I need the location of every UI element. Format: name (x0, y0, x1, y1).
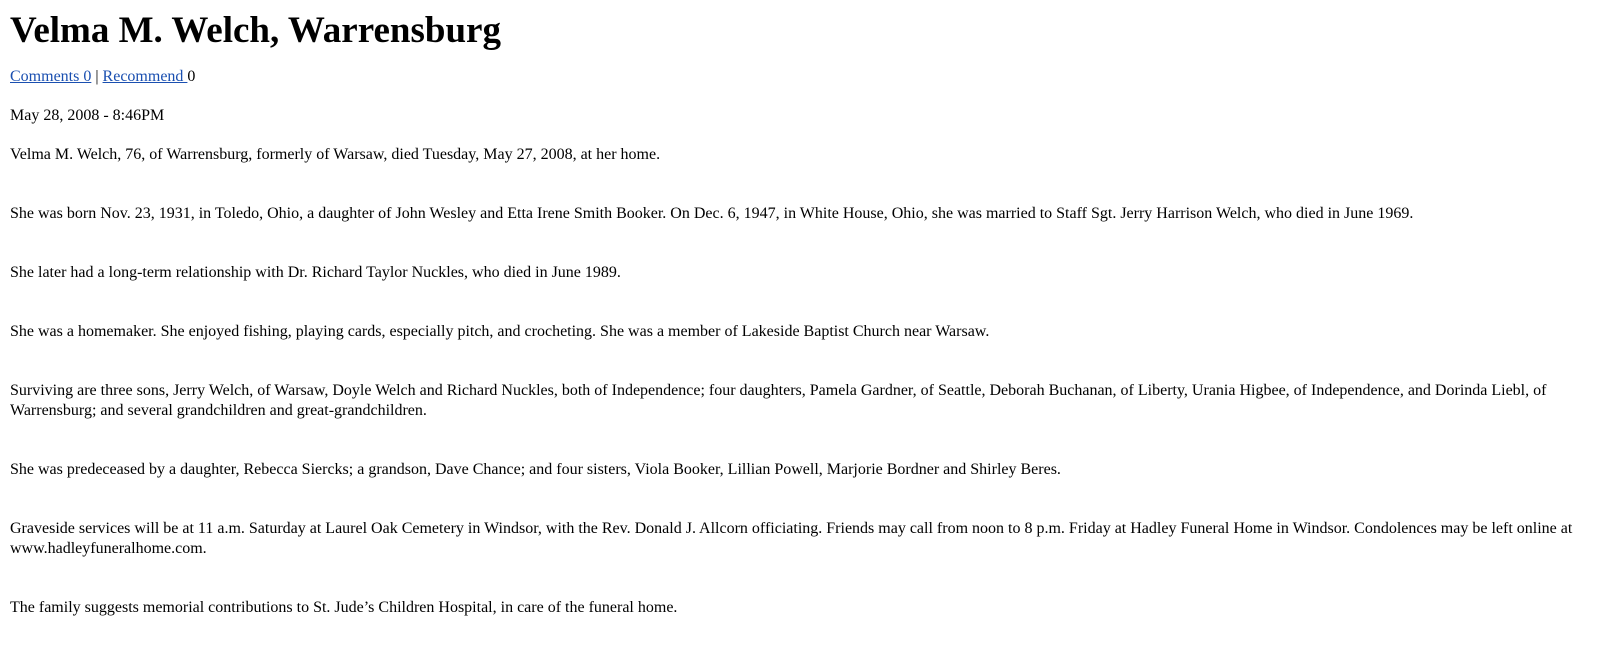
article-date: May 28, 2008 - 8:46PM (10, 107, 165, 124)
article-paragraph: She was predeceased by a daughter, Rebecca Siercks; a grandson, Dave Chance; and four sisters, Viola Booker, Lillian Powell, Marjorie Bordner and Shirley Beres. (10, 461, 1061, 478)
article-paragraph: She was a homemaker. She enjoyed fishing, playing cards, especially pitch, and crocheting. She was a member of Lakeside Baptist Church near Warsaw. (10, 323, 990, 340)
article-paragraph: The family suggests memorial contributions to St. Jude’s Children Hospital, in care of the funeral home. (10, 599, 678, 616)
article-meta (10, 67, 1605, 87)
article-paragraph: Surviving are three sons, Jerry Welch, of Warsaw, Doyle Welch and Richard Nuckles, both of Independence; four daughters, Pamela Gardner, of Seattle, Deborah Buchanan, of Liberty, Urania Higbee, of Independence, and Dorinda Liebl, of Warrensburg; and several grandchildren and great-grandchildren. (10, 382, 1547, 419)
recommend-link[interactable]: Recommend (102, 68, 188, 85)
article-title: Velma M. Welch, Warrensburg (10, 10, 501, 51)
article-paragraph: Graveside services will be at 11 a.m. Saturday at Laurel Oak Cemetery in Windsor, with the Rev. Donald J. Allcorn officiating. Friends may call from noon to 8 p.m. Friday at Hadley Funeral Home in Windsor. Condolences may be left online at www.hadleyfuneralhome.com. (10, 520, 1573, 557)
article (10, 0, 1605, 618)
article-paragraph: She later had a long-term relationship with Dr. Richard Taylor Nuckles, who died in June 1989. (10, 264, 621, 281)
recommend-count: 0 (187, 68, 196, 85)
comments-link[interactable]: Comments 0 (10, 68, 92, 85)
article-paragraph: She was born Nov. 23, 1931, in Toledo, Ohio, a daughter of John Wesley and Etta Irene Smith Booker. On Dec. 6, 1947, in White House, Ohio, she was married to Staff Sgt. Jerry Harrison Welch, who died in June 1969. (10, 205, 1414, 222)
article-paragraph: Velma M. Welch, 76, of Warrensburg, formerly of Warsaw, died Tuesday, May 27, 2008, at her home. (10, 146, 661, 163)
meta-separator: | (95, 68, 99, 85)
